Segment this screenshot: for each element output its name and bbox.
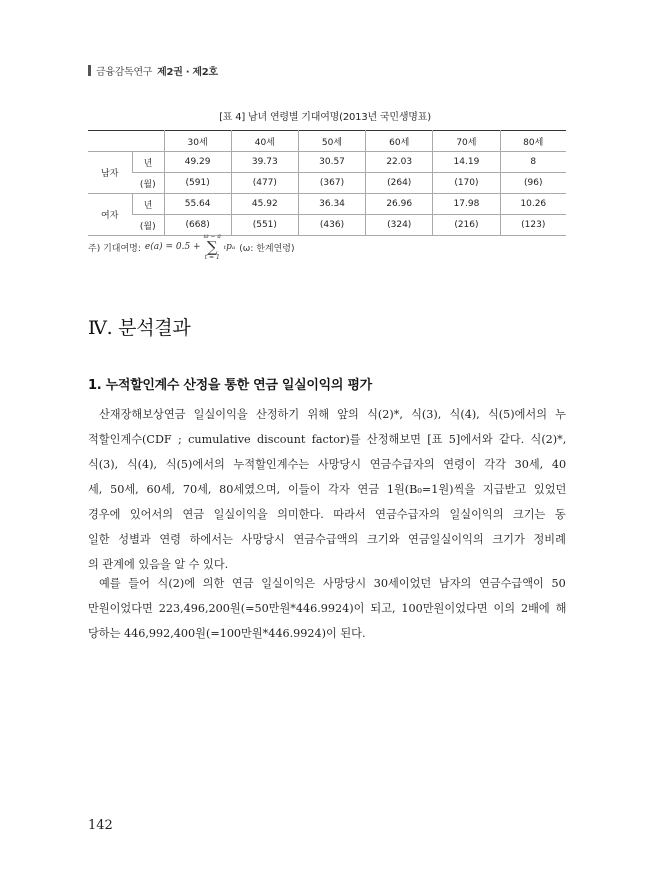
value-cell: 49.29 (164, 152, 231, 173)
value-cell: 45.92 (231, 194, 298, 215)
unit-label-cell: 년 (132, 194, 164, 215)
value-cell: 17.98 (433, 194, 500, 215)
value-cell: (264) (366, 173, 433, 194)
paragraph-line: 예를 들어 식(2)에 의한 연금 일실이익은 사망당시 30세이었던 남자의 연금수급액이 50 (99, 577, 566, 590)
value-cell: 39.73 (231, 152, 298, 173)
unit-label-cell: 년 (132, 152, 164, 173)
paragraph-line: 세, 50세, 60세, 70세, 80세였으며, 이들이 각자 연금 1원(B₀=1원)씩을 지급받고 있었던 (88, 483, 566, 496)
value-cell: (367) (298, 173, 365, 194)
paragraph-line: 적할인계수(CDF ; cumulative discount factor)를 산정해보면 [표 5]에서와 같다. 식(2)*, (88, 433, 566, 446)
sex-label-cell: 남자 (88, 152, 132, 194)
value-cell: 26.96 (366, 194, 433, 215)
value-cell: 8 (500, 152, 566, 173)
age-column-header: 60세 (366, 131, 433, 152)
value-cell: 30.57 (298, 152, 365, 173)
value-cell: (96) (500, 173, 566, 194)
note-suffix: (ω: 한계연령) (239, 243, 295, 254)
value-cell: 55.64 (164, 194, 231, 215)
age-column-header: 50세 (298, 131, 365, 152)
note-prefix: 주) 기대여명: (88, 243, 141, 254)
sum-upper-limit: ω − a (203, 233, 221, 240)
life-expectancy-table (88, 130, 566, 236)
paragraph-line: 만원이었다면 223,496,200원(=50만원*446.9924)이 되고, 100만원이었다면 이의 2배에 해 (88, 602, 566, 615)
age-column-header: 70세 (433, 131, 500, 152)
table-corner-cell (88, 131, 164, 152)
age-column-header: 80세 (500, 131, 566, 152)
table-row (88, 152, 566, 173)
journal-name: 금융감독연구 (96, 66, 153, 78)
value-cell: (324) (366, 215, 433, 236)
value-cell: 14.19 (433, 152, 500, 173)
value-cell: (591) (164, 173, 231, 194)
unit-label-cell: (월) (132, 215, 164, 236)
paragraph-line: 산재장해보상연금 일실이익을 산정하기 위해 앞의 식(2)*, 식(3), 식(4), 식(5)에서의 누 (99, 408, 566, 421)
paragraph-line: 당하는 446,992,400원(=100만원*446.9924)이 된다. (88, 627, 366, 640)
paragraph-line: 식(3), 식(4), 식(5)에서의 누적할인계수는 사망당시 연금수급자의 연령이 각각 30세, 40 (88, 458, 566, 471)
paragraph-line: 일한 성별과 연령 하에서는 사망당시 연금수급액의 크기와 연금일실이익의 크기가 정비례 (88, 533, 566, 546)
running-header (88, 63, 218, 77)
subsection-heading: 1. 누적할인계수 산정을 통한 연금 일실이익의 평가 (88, 378, 372, 393)
value-cell: (551) (231, 215, 298, 236)
table-note (88, 233, 295, 261)
value-cell: (668) (164, 215, 231, 236)
table-row (88, 194, 566, 215)
table-caption: [표 4] 남녀 연령별 기대여명(2013년 국민생명표) (219, 112, 431, 123)
journal-volume: 제2권 · 제2호 (157, 66, 218, 78)
formula-term: ₜpₐ (223, 242, 236, 252)
value-cell: (123) (500, 215, 566, 236)
unit-label-cell: (월) (132, 173, 164, 194)
header-bar-mark (88, 65, 91, 76)
sigma-symbol: ∑ (206, 238, 218, 256)
paragraph-2 (88, 571, 566, 646)
formula-lhs: e(a) = 0.5 + (144, 242, 201, 252)
page-number: 142 (88, 818, 113, 833)
paragraph-line: 의 관계에 있음을 알 수 있다. (88, 558, 229, 571)
sex-label-cell: 여자 (88, 194, 132, 236)
sum-lower-limit: t = 1 (204, 254, 220, 261)
section-heading: Ⅳ. 분석결과 (88, 317, 191, 339)
value-cell: 10.26 (500, 194, 566, 215)
paragraph-1 (88, 402, 566, 577)
table-header-row (88, 131, 566, 152)
age-column-header: 30세 (164, 131, 231, 152)
paragraph-line: 경우에 있어서의 연금 일실이익을 의미한다. 따라서 연금수급자의 일실이익의 크기는 동 (88, 508, 566, 521)
value-cell: 22.03 (366, 152, 433, 173)
age-column-header: 40세 (231, 131, 298, 152)
value-cell: 36.34 (298, 194, 365, 215)
summation (204, 233, 221, 261)
life-expectancy-formula (145, 233, 235, 261)
value-cell: (216) (433, 215, 500, 236)
value-cell: (436) (298, 215, 365, 236)
value-cell: (477) (231, 173, 298, 194)
table-row (88, 173, 566, 194)
value-cell: (170) (433, 173, 500, 194)
